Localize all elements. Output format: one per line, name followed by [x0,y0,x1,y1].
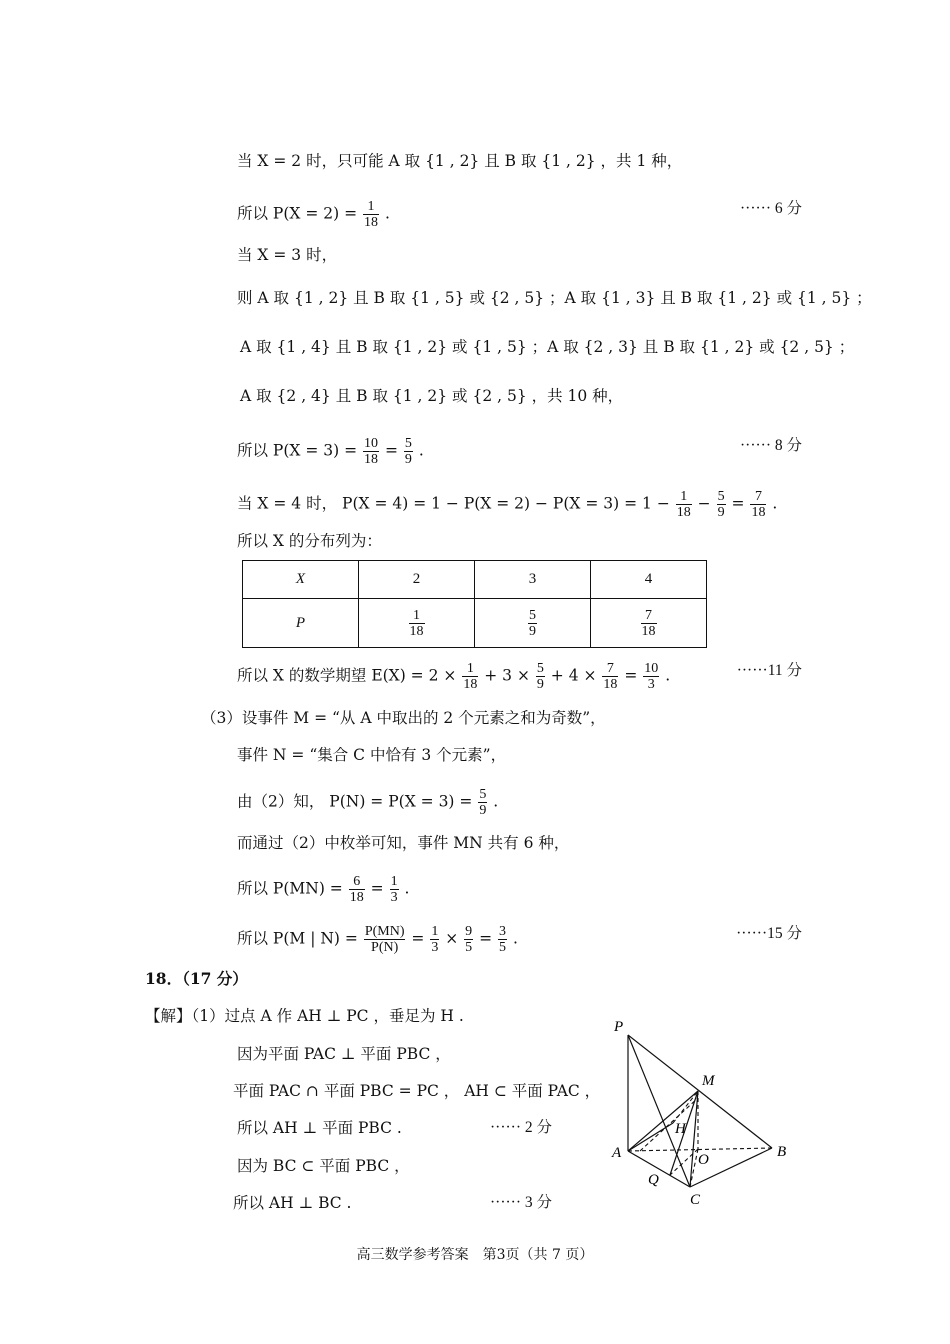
fraction: $\frac{5}{9}$ [717,489,725,520]
text-line: 平面 PAC ∩ 平面 PBC = PC ， AH ⊂ 平面 PAC ， [233,1082,601,1100]
fraction: $\frac{10}{3}$ [644,661,659,692]
fraction: $\frac{5}{9}$ [404,436,412,467]
edge-AB-hidden [628,1148,772,1151]
text-line: 所以 P(M | N) = $\frac{P(MN)}{P(N)}$ = $\frac{1}{3}$ × $\frac{9}{5}$ = $\frac{3}{5}$ . [237,924,518,955]
label-P: P [614,1019,624,1035]
text-line: A 取 {1 , 4} 且 B 取 {1 , 2} 或 {1 , 5} ；A 取 {2 , 3} 且 B 取 {1 , 2} 或 {2 , 5} ； [240,338,855,356]
text-line: 当 X = 3 时， [237,246,338,264]
text-segment: 由（2）知， P(N) = P(X = 3) = [237,792,473,811]
page-footer: 高三数学参考答案 第3页（共 7 页） [356,1247,594,1263]
fraction: $\frac{10}{18}$ [364,436,379,467]
fraction: $\frac{3}{5}$ [499,924,507,955]
fraction: $\frac{P(MN)}{P(N)}$ [364,924,405,955]
fraction: $\frac{1}{3}$ [431,924,439,955]
text-line: 所以 P(MN) = $\frac{6}{18}$ = $\frac{1}{3}$ . [237,874,410,905]
label-M: M [702,1073,715,1089]
question-number: 18．（17 分） [145,969,248,988]
text-segment: 所以 X 的数学期望 E(X) = 2 × [237,666,457,685]
score-mark: ······ 3 分 [490,1194,552,1211]
text-line: （3）设事件 M = “从 A 中取出的 2 个元素之和为奇数”， [201,709,606,727]
pyramid-figure [600,1015,800,1210]
text-line: 而通过（2）中枚举可知，事件 MN 共有 6 种， [237,834,570,852]
fraction: $\frac{1}{3}$ [390,874,398,905]
text-line: 当 X = 2 时，只可能 A 取 {1 , 2} 且 B 取 {1 , 2} ，共 1 种， [237,152,683,170]
label-Q: Q [648,1172,659,1188]
text-line: 所以 X 的数学期望 E(X) = 2 × $\frac{1}{18}$ + 3 × $\frac{5}{9}$ + 4 × $\frac{7}{18}$ = $\frac{10}{3}$ . [237,661,671,692]
text-line: 所以 AH ⊥ 平面 PBC . [237,1119,402,1137]
score-mark: ······11 分 [736,662,802,679]
table-cell: 2 [359,561,475,599]
text-line: 【解】（1）过点 A 作 AH ⊥ PC ，垂足为 H . [145,1007,464,1025]
table-cell: 4 [591,561,707,599]
text-line: 所以 AH ⊥ BC . [233,1194,352,1212]
distribution-table [242,560,707,648]
text-line: 则 A 取 {1 , 2} 且 B 取 {1 , 5} 或 {2 , 5} ；A 取 {1 , 3} 且 B 取 {1 , 2} 或 {1 , 5} ； [237,289,872,307]
score-mark: ······15 分 [736,925,802,942]
score-mark: ······ 2 分 [490,1119,552,1136]
fraction: $\frac{5}{9}$ [536,661,544,692]
text-line: 所以 X 的分布列为： [237,532,382,550]
fraction: $\frac{7}{18}$ [751,489,766,520]
text-segment: 所以 P(M | N) = [237,929,358,948]
text-line: 由（2）知， P(N) = P(X = 3) = $\frac{5}{9}$ . [237,787,499,818]
fraction: $\frac{7}{18}$ [603,661,618,692]
fraction: $\frac{1}{18}$ [364,199,379,230]
edge-PC [628,1035,690,1187]
segment-hidden [640,1098,698,1151]
table-row [243,561,707,599]
table-cell: $\frac{1}{18}$ [359,599,475,648]
table-cell: 3 [475,561,591,599]
table-row [243,599,707,648]
text-line: 因为 BC ⊂ 平面 PBC ， [237,1157,410,1175]
label-B: B [777,1144,787,1160]
score-mark: ······ 8 分 [740,437,802,454]
fraction: $\frac{5}{9}$ [479,787,487,818]
fraction: $\frac{6}{18}$ [349,874,364,905]
edge-AC [628,1151,690,1187]
fraction: $\frac{1}{18}$ [463,661,478,692]
label-A: A [612,1145,622,1161]
text-segment: 所以 P(X = 2) = [237,204,358,223]
label-C: C [690,1192,701,1208]
text-line: A 取 {2 , 4} 且 B 取 {1 , 2} 或 {2 , 5} ，共 10 种， [240,387,624,405]
text-segment: 当 X = 4 时， P(X = 4) = 1 − P(X = 2) − P(X = 3) = 1 − [237,494,670,513]
fraction: $\frac{1}{18}$ [676,489,691,520]
table-cell: $\frac{7}{18}$ [591,599,707,648]
text-line: 所以 P(X = 3) = $\frac{10}{18}$ = $\frac{5}{9}$ . [237,436,424,467]
text-line: 当 X = 4 时， P(X = 4) = 1 − P(X = 2) − P(X = 3) = 1 − $\frac{1}{18}$ − $\frac{5}{9}$ = $\frac{7}{18}$ . [237,489,778,520]
text-segment: 所以 P(X = 3) = [237,441,358,460]
segment-HM-hidden [673,1091,698,1123]
fraction: $\frac{9}{5}$ [465,924,473,955]
text-line: 事件 N = “集合 C 中恰有 3 个元素”， [237,746,507,764]
score-mark: ······ 6 分 [740,200,802,217]
edge-PB [628,1035,772,1148]
label-H: H [675,1121,686,1137]
table-cell: P [243,599,359,648]
text-segment: 所以 P(MN) = [237,879,343,898]
table-cell: $\frac{5}{9}$ [475,599,591,648]
text-line: 所以 P(X = 2) = $\frac{1}{18}$ . [237,199,390,230]
label-O: O [698,1152,709,1168]
segment-MC [690,1091,698,1187]
table-cell: X [243,561,359,599]
text-line: 因为平面 PAC ⊥ 平面 PBC ， [237,1045,451,1063]
